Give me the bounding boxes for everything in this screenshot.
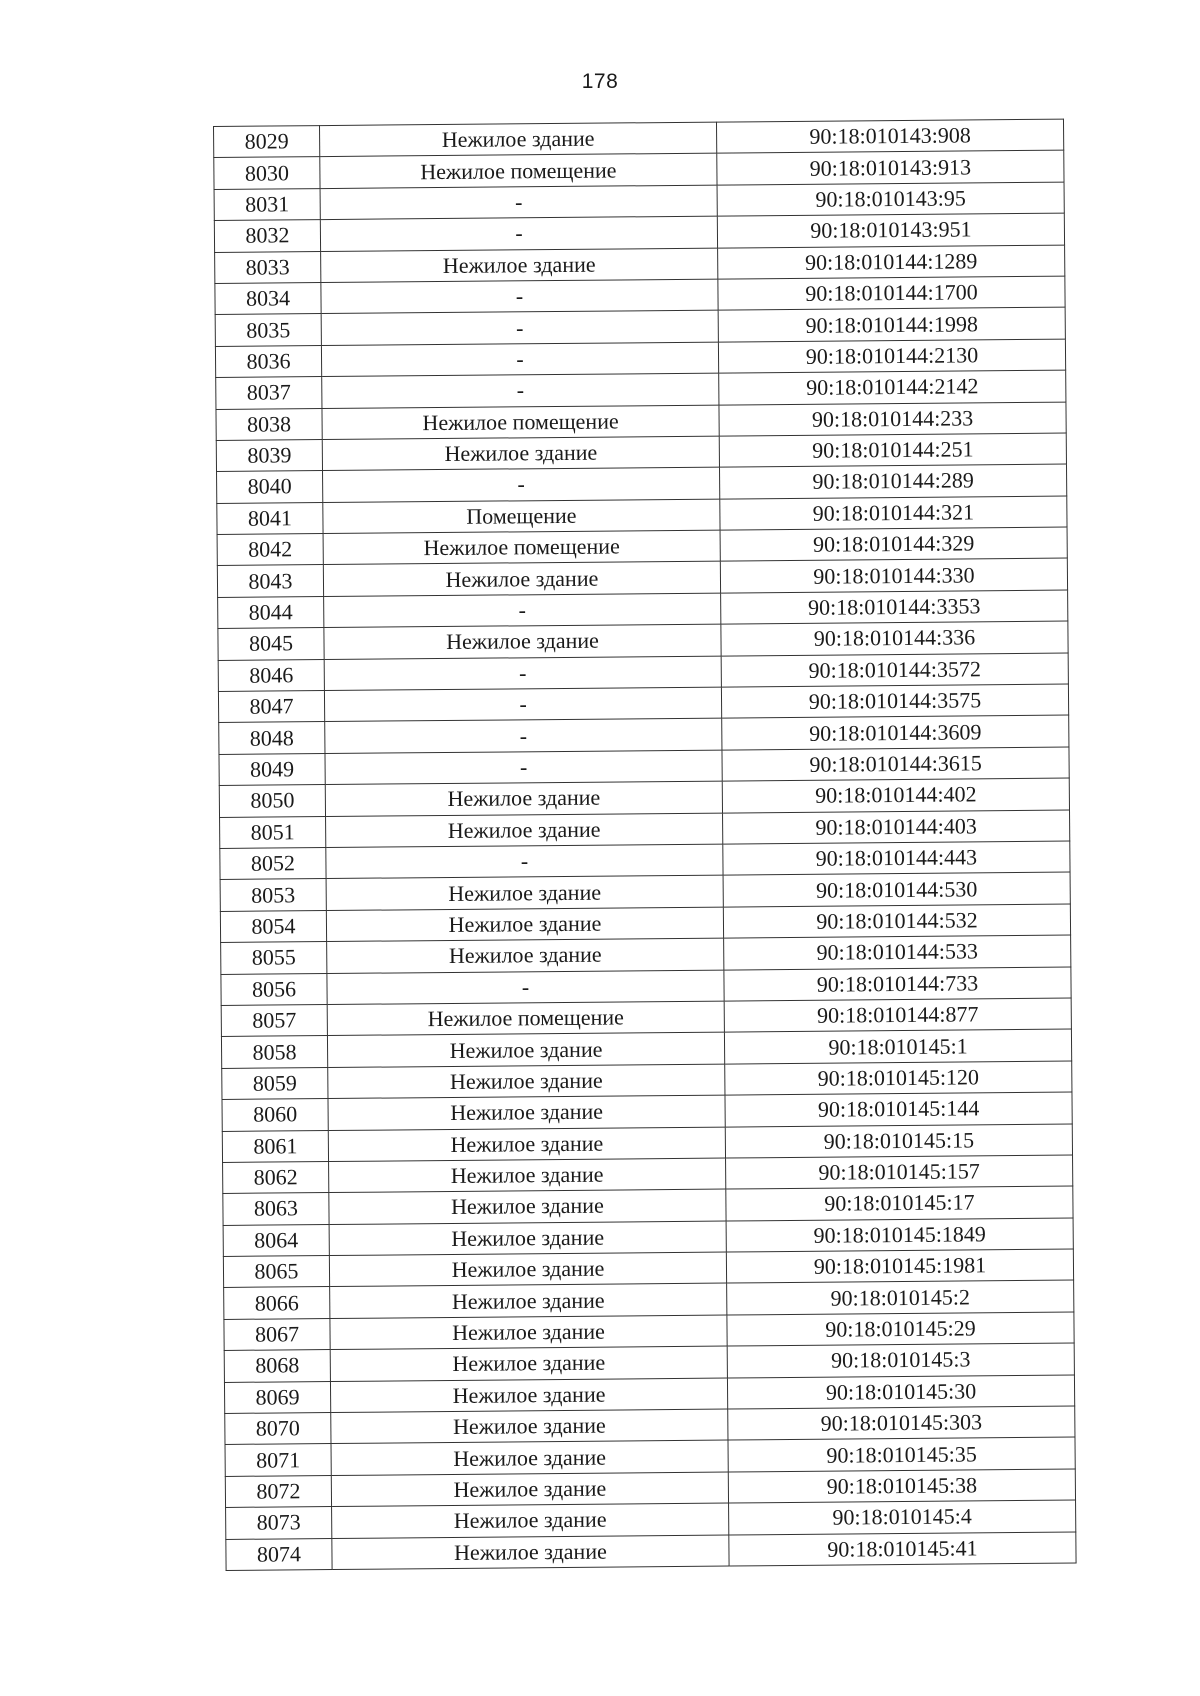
object-type-cell: Нежилое здание (328, 1095, 725, 1130)
row-number-cell: 8067 (224, 1318, 330, 1350)
object-type-cell: - (324, 593, 721, 628)
cadastral-number-cell: 90:18:010145:1 (724, 1029, 1071, 1063)
object-type-cell: Нежилое здание (332, 1503, 729, 1538)
cadastral-number-cell: 90:18:010144:330 (720, 559, 1067, 593)
table-row (226, 1532, 1076, 1571)
row-number-cell: 8037 (216, 377, 322, 409)
cadastral-number-cell: 90:18:010145:17 (726, 1186, 1073, 1220)
cadastral-number-cell: 90:18:010144:443 (723, 841, 1070, 875)
object-type-cell: - (324, 656, 721, 691)
row-number-cell: 8064 (223, 1224, 329, 1256)
table-body (214, 119, 1077, 1570)
cadastral-number-cell: 90:18:010143:913 (717, 150, 1064, 184)
cadastral-number-cell: 90:18:010145:30 (727, 1375, 1074, 1409)
object-type-cell: - (324, 687, 721, 722)
row-number-cell: 8052 (220, 848, 326, 880)
object-type-cell: - (325, 719, 722, 754)
row-number-cell: 8073 (226, 1507, 332, 1539)
object-type-cell: Нежилое здание (321, 248, 718, 283)
row-number-cell: 8043 (217, 565, 323, 597)
row-number-cell: 8042 (217, 534, 323, 566)
row-number-cell: 8070 (225, 1413, 331, 1445)
row-number-cell: 8041 (217, 502, 323, 534)
object-type-cell: - (327, 970, 724, 1005)
cadastral-number-cell: 90:18:010144:336 (721, 621, 1068, 655)
object-type-cell: - (320, 216, 717, 251)
object-type-cell: Нежилое здание (330, 1378, 727, 1413)
cadastral-number-cell: 90:18:010145:38 (728, 1469, 1075, 1503)
cadastral-number-cell: 90:18:010144:403 (723, 810, 1070, 844)
row-number-cell: 8066 (224, 1287, 330, 1319)
row-number-cell: 8047 (218, 691, 324, 723)
row-number-cell: 8044 (218, 596, 324, 628)
cadastral-number-cell: 90:18:010145:2 (727, 1280, 1074, 1314)
row-number-cell: 8039 (216, 439, 322, 471)
object-type-cell: Нежилое здание (327, 1032, 724, 1067)
cadastral-number-cell: 90:18:010144:532 (723, 904, 1070, 938)
row-number-cell: 8071 (225, 1444, 331, 1476)
row-number-cell: 8058 (221, 1036, 327, 1068)
cadastral-number-cell: 90:18:010144:3572 (721, 653, 1068, 687)
row-number-cell: 8051 (220, 816, 326, 848)
object-type-cell: Нежилое здание (320, 122, 717, 157)
row-number-cell: 8062 (223, 1161, 329, 1193)
object-type-cell: Нежилое здание (329, 1189, 726, 1224)
object-type-cell: Нежилое здание (331, 1440, 728, 1475)
cadastral-number-cell: 90:18:010144:2130 (718, 339, 1065, 373)
object-type-cell: - (320, 185, 717, 220)
cadastral-number-cell: 90:18:010145:1981 (726, 1249, 1073, 1283)
object-type-cell: - (322, 373, 719, 408)
row-number-cell: 8034 (215, 283, 321, 315)
cadastral-number-cell: 90:18:010144:3575 (721, 684, 1068, 718)
cadastral-number-cell: 90:18:010145:35 (728, 1437, 1075, 1471)
object-type-cell: - (321, 310, 718, 345)
registry-table (213, 119, 1077, 1571)
cadastral-number-cell: 90:18:010145:120 (725, 1061, 1072, 1095)
cadastral-number-cell: 90:18:010144:1700 (718, 276, 1065, 310)
row-number-cell: 8045 (218, 628, 324, 660)
row-number-cell: 8063 (223, 1193, 329, 1225)
object-type-cell: Нежилое здание (326, 813, 723, 848)
row-number-cell: 8048 (219, 722, 325, 754)
object-type-cell: - (323, 467, 720, 502)
row-number-cell: 8053 (220, 879, 326, 911)
cadastral-number-cell: 90:18:010145:3 (727, 1343, 1074, 1377)
row-number-cell: 8056 (221, 973, 327, 1005)
object-type-cell: Помещение (323, 499, 720, 534)
cadastral-number-cell: 90:18:010144:3353 (721, 590, 1068, 624)
row-number-cell: 8068 (224, 1350, 330, 1382)
cadastral-number-cell: 90:18:010144:877 (724, 998, 1071, 1032)
object-type-cell: Нежилое помещение (322, 405, 719, 440)
cadastral-number-cell: 90:18:010145:303 (728, 1406, 1075, 1440)
row-number-cell: 8069 (224, 1381, 330, 1413)
row-number-cell: 8050 (219, 785, 325, 817)
row-number-cell: 8038 (216, 408, 322, 440)
row-number-cell: 8072 (225, 1475, 331, 1507)
row-number-cell: 8036 (215, 345, 321, 377)
page-number: 178 (581, 70, 619, 93)
cadastral-number-cell: 90:18:010144:3615 (722, 747, 1069, 781)
row-number-cell: 8033 (215, 251, 321, 283)
object-type-cell: Нежилое помещение (320, 153, 717, 188)
object-type-cell: Нежилое здание (331, 1409, 728, 1444)
object-type-cell: Нежилое здание (330, 1315, 727, 1350)
row-number-cell: 8035 (215, 314, 321, 346)
cadastral-number-cell: 90:18:010144:402 (722, 778, 1069, 812)
cadastral-number-cell: 90:18:010145:1849 (726, 1218, 1073, 1252)
object-type-cell: Нежилое здание (328, 1127, 725, 1162)
row-number-cell: 8057 (221, 1004, 327, 1036)
object-type-cell: Нежилое здание (329, 1252, 726, 1287)
object-type-cell: Нежилое помещение (323, 530, 720, 565)
row-number-cell: 8029 (214, 126, 320, 158)
object-type-cell: Нежилое здание (329, 1221, 726, 1256)
object-type-cell: - (325, 750, 722, 785)
cadastral-number-cell: 90:18:010144:533 (724, 935, 1071, 969)
row-number-cell: 8049 (219, 753, 325, 785)
object-type-cell: Нежилое помещение (327, 1001, 724, 1036)
cadastral-number-cell: 90:18:010144:321 (720, 496, 1067, 530)
cadastral-number-cell: 90:18:010144:530 (723, 872, 1070, 906)
object-type-cell: - (321, 279, 718, 314)
object-type-cell: Нежилое здание (323, 562, 720, 597)
cadastral-number-cell: 90:18:010144:2142 (719, 370, 1066, 404)
object-type-cell: Нежилое здание (327, 938, 724, 973)
row-number-cell: 8030 (214, 157, 320, 189)
row-number-cell: 8074 (226, 1538, 332, 1570)
cadastral-number-cell: 90:18:010144:3609 (722, 715, 1069, 749)
cadastral-number-cell: 90:18:010144:233 (719, 402, 1066, 436)
object-type-cell: Нежилое здание (324, 624, 721, 659)
object-type-cell: Нежилое здание (326, 907, 723, 942)
cadastral-number-cell: 90:18:010145:41 (729, 1532, 1076, 1566)
object-type-cell: Нежилое здание (322, 436, 719, 471)
row-number-cell: 8061 (222, 1130, 328, 1162)
row-number-cell: 8055 (221, 942, 327, 974)
object-type-cell: Нежилое здание (325, 781, 722, 816)
object-type-cell: Нежилое здание (328, 1064, 725, 1099)
object-type-cell: - (321, 342, 718, 377)
cadastral-number-cell: 90:18:010143:908 (716, 119, 1063, 153)
cadastral-number-cell: 90:18:010145:144 (725, 1092, 1072, 1126)
row-number-cell: 8059 (222, 1067, 328, 1099)
object-type-cell: Нежилое здание (331, 1472, 728, 1507)
object-type-cell: Нежилое здание (329, 1158, 726, 1193)
object-type-cell: Нежилое здание (330, 1346, 727, 1381)
object-type-cell: Нежилое здание (326, 875, 723, 910)
row-number-cell: 8032 (214, 220, 320, 252)
cadastral-number-cell: 90:18:010143:95 (717, 182, 1064, 216)
row-number-cell: 8065 (223, 1256, 329, 1288)
cadastral-number-cell: 90:18:010143:951 (717, 213, 1064, 247)
cadastral-number-cell: 90:18:010145:4 (729, 1500, 1076, 1534)
cadastral-number-cell: 90:18:010144:251 (719, 433, 1066, 467)
cadastral-number-cell: 90:18:010144:733 (724, 967, 1071, 1001)
cadastral-number-cell: 90:18:010144:329 (720, 527, 1067, 561)
row-number-cell: 8046 (218, 659, 324, 691)
cadastral-number-cell: 90:18:010144:289 (719, 464, 1066, 498)
object-type-cell: - (326, 844, 723, 879)
cadastral-number-cell: 90:18:010145:157 (726, 1155, 1073, 1189)
row-number-cell: 8040 (217, 471, 323, 503)
cadastral-number-cell: 90:18:010145:15 (725, 1124, 1072, 1158)
cadastral-number-cell: 90:18:010144:1289 (718, 245, 1065, 279)
object-type-cell: Нежилое здание (330, 1284, 727, 1319)
row-number-cell: 8031 (214, 188, 320, 220)
row-number-cell: 8060 (222, 1099, 328, 1131)
cadastral-number-cell: 90:18:010145:29 (727, 1312, 1074, 1346)
object-type-cell: Нежилое здание (332, 1535, 729, 1570)
row-number-cell: 8054 (220, 910, 326, 942)
cadastral-number-cell: 90:18:010144:1998 (718, 307, 1065, 341)
